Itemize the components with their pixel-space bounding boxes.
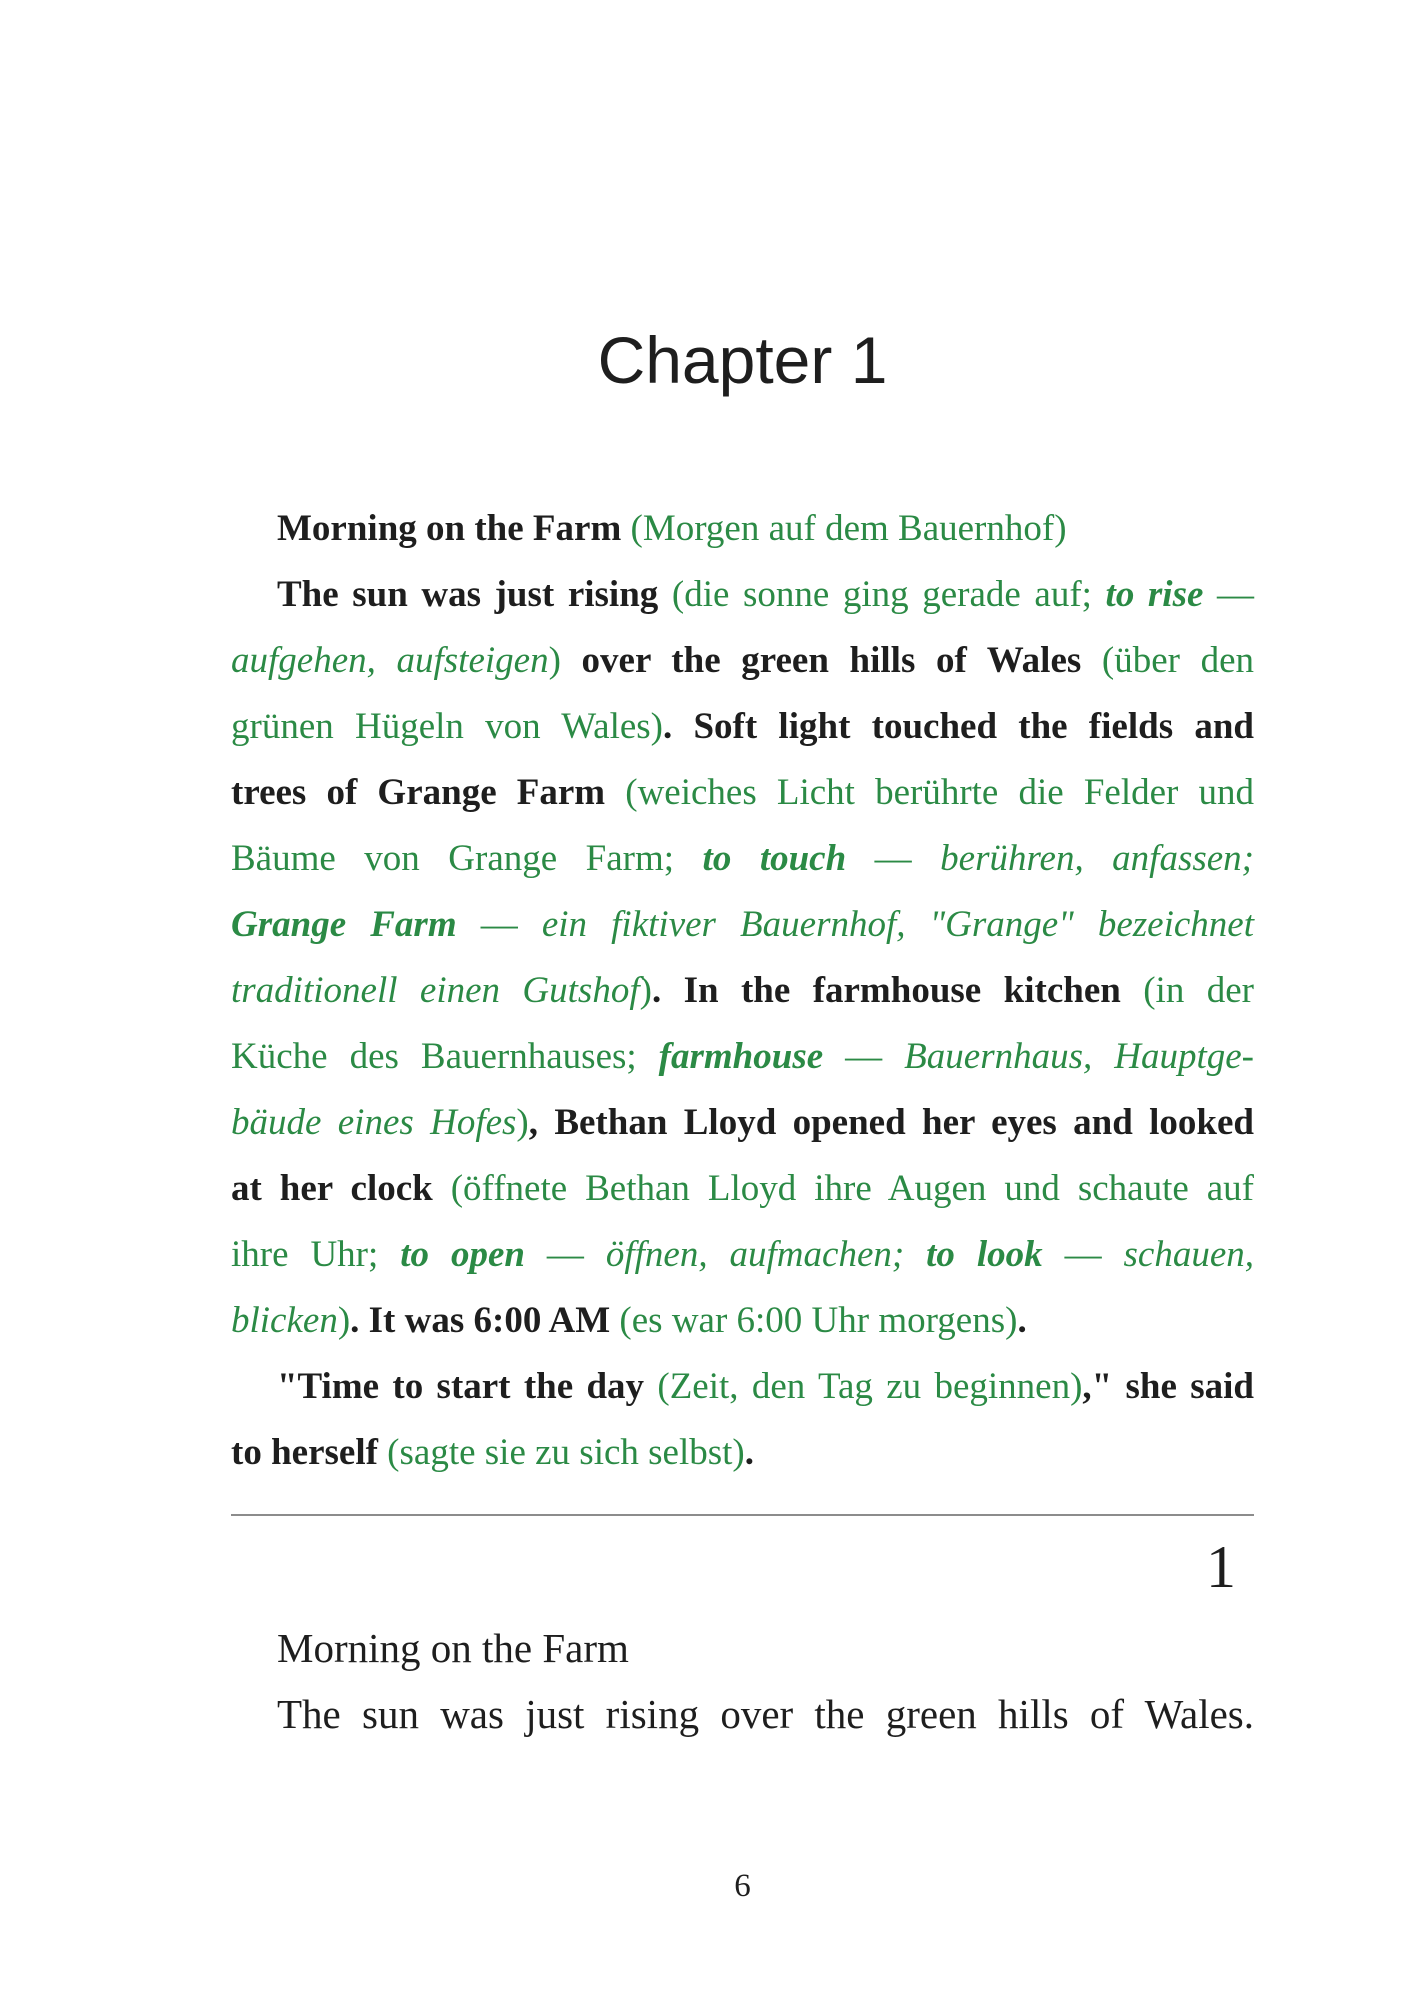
german-translation: ) <box>548 640 561 681</box>
text-line <box>231 826 1254 892</box>
section-heading <box>231 496 1254 562</box>
vocabulary-gloss: berühren, anfassen; <box>940 838 1255 879</box>
german-translation: (über den <box>1081 640 1254 681</box>
german-translation: — <box>456 904 542 945</box>
vocabulary-gloss: ein fiktiver Bauernhof, "Grange" bezeichnet <box>541 904 1254 945</box>
vocabulary-keyword: farmhouse <box>658 1036 824 1077</box>
english-text: . <box>744 1432 754 1473</box>
english-text: The sun was just rising <box>277 574 659 615</box>
text-line <box>231 628 1254 694</box>
text-line <box>231 1156 1254 1222</box>
text-line <box>231 760 1254 826</box>
german-translation: ) <box>337 1300 351 1341</box>
german-translation: Bäume von Grange Farm; <box>231 838 703 879</box>
section-divider <box>231 1514 1254 1516</box>
german-translation: — <box>1203 574 1255 615</box>
vocabulary-keyword: to open <box>400 1234 525 1275</box>
english-text: . Soft light touched the fields and <box>663 706 1254 747</box>
vocabulary-keyword: to look <box>926 1234 1043 1275</box>
english-text: . <box>1017 1300 1027 1341</box>
german-translation: (Morgen auf dem Bauernhof) <box>621 508 1067 549</box>
text-line <box>231 958 1254 1024</box>
german-translation: (in der <box>1120 970 1254 1011</box>
german-translation: (die sonne ging gerade auf; <box>658 574 1106 615</box>
english-text: trees of Grange Farm <box>231 772 606 813</box>
vocabulary-keyword: to rise <box>1105 574 1204 615</box>
vocabulary-gloss: bäude eines Hofes <box>231 1102 517 1143</box>
text-line <box>231 694 1254 760</box>
paragraph <box>231 1354 1254 1486</box>
english-text: "Time to start the day <box>277 1366 645 1407</box>
chapter-title: Chapter 1 <box>597 323 888 397</box>
page-number: 6 <box>734 1868 751 1904</box>
reference-marker: 1 <box>1206 1534 1236 1600</box>
reference-heading: Morning on the Farm <box>277 1625 629 1671</box>
text-line <box>231 496 1254 562</box>
reference-text <box>277 1615 1254 1747</box>
vocabulary-gloss: öffnen, aufmachen; <box>605 1234 927 1275</box>
german-translation: — <box>524 1234 606 1275</box>
vocabulary-gloss: traditionell einen Gutshof <box>231 970 640 1011</box>
text-line <box>231 1090 1254 1156</box>
german-translation: grünen Hügeln von Wales) <box>231 706 663 747</box>
english-text: at her clock <box>231 1168 433 1209</box>
text-line <box>231 562 1254 628</box>
german-translation: — <box>1042 1234 1124 1275</box>
text-line <box>231 1288 1254 1354</box>
german-translation: ) <box>516 1102 529 1143</box>
german-translation: — <box>823 1036 905 1077</box>
german-translation: ihre Uhr; <box>231 1234 401 1275</box>
german-translation: ) <box>639 970 652 1011</box>
reference-sentence: The sun was just rising over the green hills of Wales. <box>277 1691 1254 1737</box>
vocabulary-gloss: aufgehen, aufsteigen <box>231 640 549 681</box>
english-text: , Bethan Lloyd opened her eyes and looked <box>528 1102 1254 1143</box>
english-text: Morning on the Farm <box>277 508 622 549</box>
text-line <box>231 1222 1254 1288</box>
english-text: . In the farmhouse kitchen <box>651 970 1121 1011</box>
german-translation: (weiches Licht berührte die Felder und <box>605 772 1254 813</box>
text-line <box>231 892 1254 958</box>
text-line <box>231 1024 1254 1090</box>
vocabulary-keyword: to touch <box>702 838 847 879</box>
chapter-body <box>231 496 1254 1486</box>
english-text: . It was 6:00 AM <box>350 1300 611 1341</box>
english-text: over the green hills of Wales <box>560 640 1082 681</box>
german-translation: — <box>846 838 941 879</box>
german-translation: (Zeit, den Tag zu beginnen) <box>644 1366 1083 1407</box>
vocabulary-gloss: schauen, <box>1123 1234 1255 1275</box>
text-line <box>231 1354 1254 1420</box>
vocabulary-gloss: Bauernhaus, Hauptge- <box>904 1036 1254 1077</box>
english-text: ," she said <box>1082 1366 1255 1407</box>
text-line <box>231 1420 1254 1486</box>
german-translation: (es war 6:00 Uhr morgens) <box>610 1300 1018 1341</box>
english-text: to herself <box>231 1432 378 1473</box>
vocabulary-keyword: Grange Farm <box>231 904 457 945</box>
paragraph <box>231 562 1254 1354</box>
german-translation: (öffnete Bethan Lloyd ihre Augen und schaute auf <box>432 1168 1255 1209</box>
german-translation: (sagte sie zu sich selbst) <box>377 1432 745 1473</box>
vocabulary-gloss: blicken <box>231 1300 338 1341</box>
german-translation: Küche des Bauernhauses; <box>231 1036 659 1077</box>
